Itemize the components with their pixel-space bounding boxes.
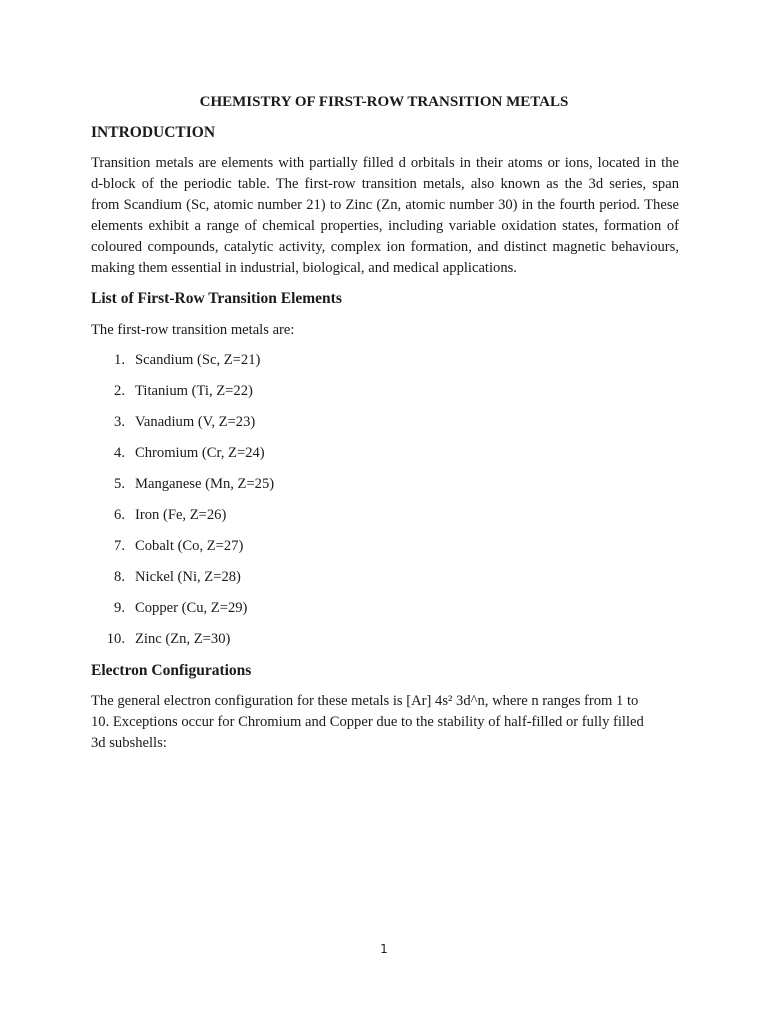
list-item-number: 2. — [114, 383, 125, 399]
paragraph-line: d-block of the periodic table. The first-row transition metals, also known as the 3d series, span — [91, 176, 679, 192]
list-item-number: 5. — [114, 476, 125, 492]
list-item — [0, 474, 400, 494]
list-item-number: 1. — [114, 352, 125, 368]
list-item-label: Titanium (Ti, Z=22) — [135, 383, 253, 399]
list-item-label: Vanadium (V, Z=23) — [135, 414, 256, 430]
elements-list-intro: The first-row transition metals are: — [91, 322, 295, 338]
paragraph-line: from Scandium (Sc, atomic number 21) to Zinc (Zn, atomic number 30) in the fourth period. These — [91, 197, 679, 213]
list-item-label: Chromium (Cr, Z=24) — [135, 445, 265, 461]
list-item-number: 4. — [114, 445, 125, 461]
electron-configurations-heading: Electron Configurations — [91, 662, 252, 679]
list-item-label: Iron (Fe, Z=26) — [135, 507, 227, 523]
paragraph-line: 10. Exceptions occur for Chromium and Copper due to the stability of half-filled or fully filled — [91, 714, 644, 730]
list-item — [0, 536, 400, 556]
list-item — [0, 412, 400, 432]
list-item — [0, 381, 400, 401]
list-item-label: Zinc (Zn, Z=30) — [135, 631, 231, 647]
introduction-paragraph — [91, 153, 679, 279]
list-item — [0, 598, 400, 618]
list-item-number: 3. — [114, 414, 125, 430]
paragraph-line: The general electron configuration for these metals is [Ar] 4s² 3d^n, where n ranges from 1 to — [91, 693, 639, 709]
paragraph-line: 3d subshells: — [91, 735, 167, 751]
list-item — [0, 443, 400, 463]
list-item-label: Cobalt (Co, Z=27) — [135, 538, 244, 554]
list-item — [0, 505, 400, 525]
list-item-number: 7. — [114, 538, 125, 554]
list-item-label: Nickel (Ni, Z=28) — [135, 569, 241, 585]
document-title: CHEMISTRY OF FIRST-ROW TRANSITION METALS — [199, 94, 569, 110]
paragraph-line: making them essential in industrial, biological, and medical applications. — [91, 260, 517, 276]
page-number: 1 — [380, 942, 388, 956]
list-item-number: 9. — [114, 600, 125, 616]
list-item-number: 8. — [114, 569, 125, 585]
elements-list-heading: List of First-Row Transition Elements — [91, 290, 342, 307]
list-item-number: 10. — [106, 631, 125, 647]
list-item-number: 6. — [114, 507, 125, 523]
paragraph-line: coloured compounds, catalytic activity, complex ion formation, and distinct magnetic behaviours, — [91, 239, 679, 255]
paragraph-line: elements exhibit a range of chemical properties, including variable oxidation states, formation of — [91, 218, 679, 234]
electron-configurations-paragraph — [91, 691, 661, 754]
list-item — [0, 629, 400, 649]
introduction-heading: INTRODUCTION — [91, 124, 216, 141]
list-item — [0, 350, 400, 370]
paragraph-line: Transition metals are elements with partially filled d orbitals in their atoms or ions, located in the — [91, 155, 679, 171]
list-item-label: Manganese (Mn, Z=25) — [135, 476, 275, 492]
list-item-label: Copper (Cu, Z=29) — [135, 600, 248, 616]
list-item-label: Scandium (Sc, Z=21) — [135, 352, 261, 368]
list-item — [0, 567, 400, 587]
